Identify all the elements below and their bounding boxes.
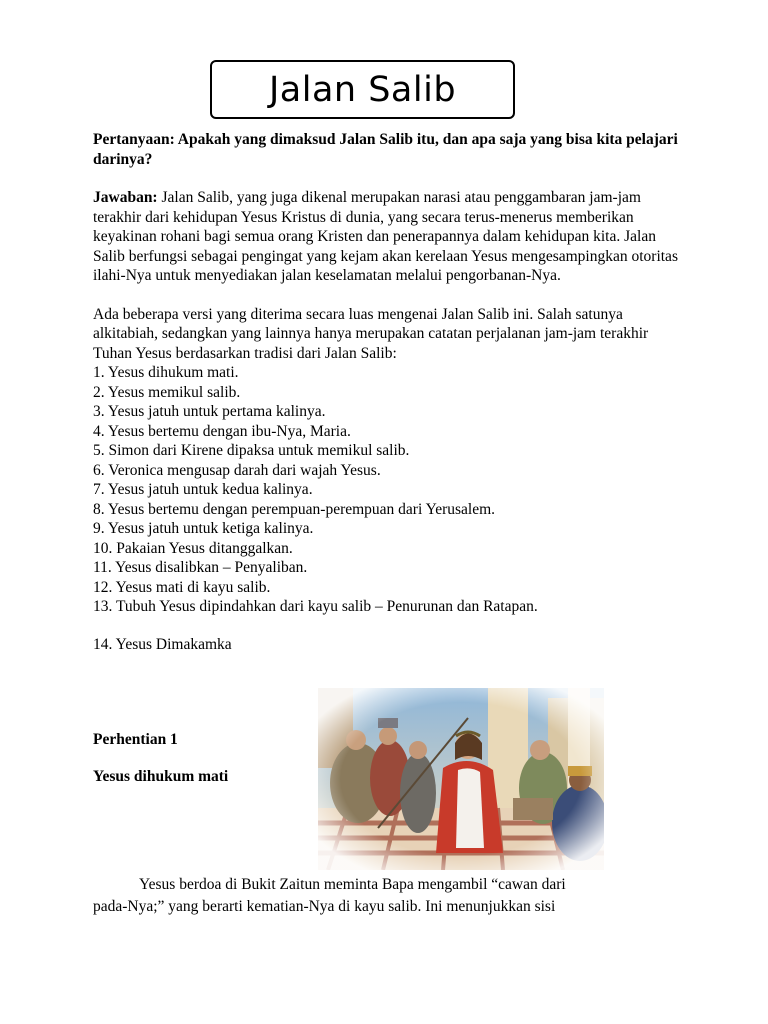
station-item: 13. Tubuh Yesus dipindahkan dari kayu salib – Penurunan dan Ratapan. — [93, 598, 538, 615]
station-item: 12. Yesus mati di kayu salib. — [93, 578, 271, 596]
station-description — [93, 874, 678, 918]
intro-paragraph: Ada beberapa versi yang diterima secara luas mengenai Jalan Salib ini. Salah satunya alkitabiah, sedangkan yang lainnya hanya merupakan catatan perjalanan jam-jam terakhir Tuhan Yesus berdasarkan tradisi dari Jalan Salib: — [93, 305, 649, 362]
station-item: 1. Yesus dihukum mati. — [93, 364, 239, 381]
jesus-condemned-painting — [318, 688, 604, 870]
station-item: 7. Yesus jatuh untuk kedua kalinya. — [93, 481, 313, 498]
station-item: 11. Yesus disalibkan – Penyaliban. — [93, 559, 308, 576]
document-body — [93, 130, 678, 654]
answer-label: Jawaban: — [93, 189, 158, 206]
station-item: 3. Yesus jatuh untuk pertama kalinya. — [93, 403, 326, 420]
station-title: Yesus dihukum mati — [93, 768, 229, 785]
description-line-2: pada-Nya;” yang berarti kematian-Nya di kayu salib. Ini menunjukkan sisi — [93, 898, 556, 915]
station-item-last: 14. Yesus Dimakamka — [93, 635, 232, 653]
perhentian-heading: Perhentian 1 — [93, 731, 178, 748]
station-item: 9. Yesus jatuh untuk ketiga kalinya. — [93, 520, 314, 537]
description-line-1: Yesus berdoa di Bukit Zaitun meminta Bapa mengambil “cawan dari — [139, 876, 566, 893]
station-item: 8. Yesus bertemu dengan perempuan-perempuan dari Yerusalem. — [93, 500, 496, 518]
station-item: 10. Pakaian Yesus ditanggalkan. — [93, 539, 293, 557]
document-title: Jalan Salib — [268, 69, 457, 110]
station-item: 6. Veronica mengusap darah dari wajah Yesus. — [93, 461, 381, 479]
station-item: 2. Yesus memikul salib. — [93, 383, 241, 401]
question-paragraph: Pertanyaan: Apakah yang dimaksud Jalan Salib itu, dan apa saja yang bisa kita pelajari darinya? — [93, 131, 678, 168]
title-box — [210, 60, 515, 119]
answer-paragraph — [93, 188, 678, 286]
station-item: 5. Simon dari Kirene dipaksa untuk memikul salib. — [93, 442, 410, 459]
stations-list — [93, 363, 678, 617]
answer-text: Jalan Salib, yang juga dikenal merupakan narasi atau penggambaran jam-jam terakhir dari kehidupan Yesus Kristus di dunia, yang secara terus-menerus memberikan keyakinan rohani bagi semua orang Kristen dan penerapannya dalam kehidupan kita. Jalan Salib berfungsi sebagai pengingat yang kejam akan kerelaan Yesus mengesampingkan otoritas ilahi-Nya untuk menyediakan jalan keselamatan melalui pengorbanan-Nya. — [93, 189, 678, 284]
station-item: 4. Yesus bertemu dengan ibu-Nya, Maria. — [93, 422, 351, 440]
